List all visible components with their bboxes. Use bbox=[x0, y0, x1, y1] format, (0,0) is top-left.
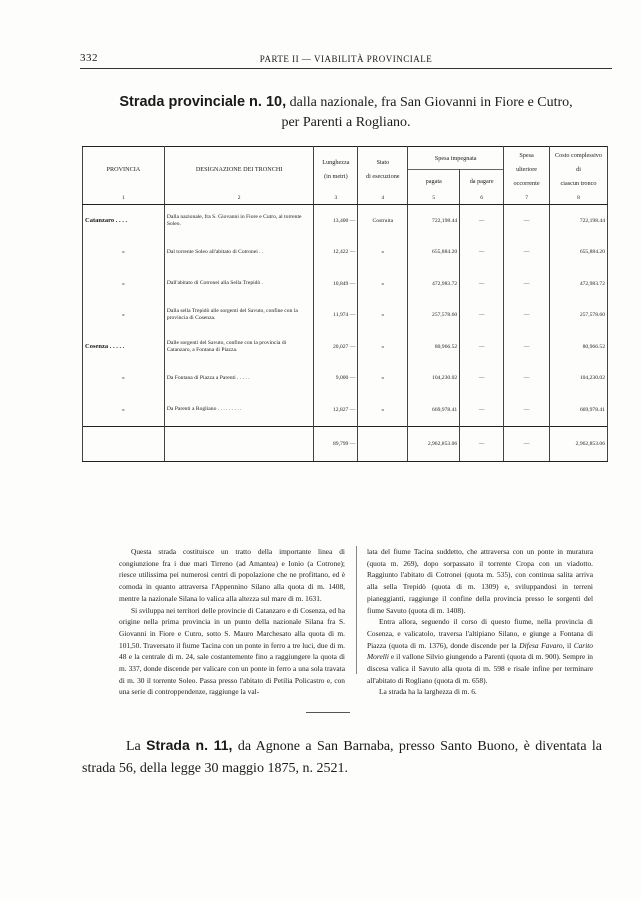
header-rule bbox=[80, 68, 612, 69]
col-stato-label: Stato bbox=[376, 159, 390, 166]
cell-da-pagare: — bbox=[460, 237, 504, 269]
col-stato bbox=[358, 147, 408, 193]
cell-lunghezza: 12,827 — bbox=[314, 394, 358, 426]
cell-provincia: » bbox=[83, 300, 165, 332]
table-row bbox=[83, 394, 608, 426]
cell-total-empty bbox=[83, 426, 165, 461]
cell-lunghezza: 9,000 — bbox=[314, 363, 358, 395]
ornament-rule bbox=[306, 712, 350, 713]
cell-provincia: » bbox=[83, 268, 165, 300]
cell-lunghezza: 20,027 — bbox=[314, 331, 358, 363]
notes-paragraph: Questa strada costituisce un tratto della importante linea di congiunzione fra i due mari Tirreno (ad Amantea) e Ionio (a Cotrone); riesce utilissima pei numerosi centri di popolazione che ne profittano, ed è comoda in quanto attraversa l'Appennino Silano alla quota di m. 1408, mentre la nazionale Silana lo valica alla altezza sul mare di m. 1631. bbox=[119, 547, 345, 603]
col-pagata: pagata bbox=[408, 170, 460, 193]
cell-stato: » bbox=[358, 237, 408, 269]
cell-ulteriore: — bbox=[504, 205, 550, 237]
section-title bbox=[80, 92, 612, 133]
col-costo-2: di bbox=[576, 166, 581, 173]
cell-pagata: 722,198.44 bbox=[408, 205, 460, 237]
cell-designazione: Dalla nazionale, fra S. Giovanni in Fiore e Cutro, al torrente Soleo. bbox=[164, 205, 314, 237]
cell-total-costo: 2,962,853.06 bbox=[550, 426, 608, 461]
col-costo-1: Costo complessivo bbox=[555, 152, 602, 159]
cell-da-pagare: — bbox=[460, 205, 504, 237]
cell-da-pagare: — bbox=[460, 300, 504, 332]
notes-paragraph: lata del fiume Tacina suddetto, che attraversa con un ponte in muratura (quota m. 269), dopo sorpassato il torrente Cropa con un viadotto. Raggiunto l'abitato di Cotronei (quota m. 535), con continua salita arriva alla sella Trepidò (quota di m. 1309) e, sviluppandosi in terreni pianeggianti, raggiunge il confine della provincia presso le sorgenti del fiume Savuto (quota di m. 1408). bbox=[367, 547, 593, 615]
section-title-line2: per Parenti a Rogliano. bbox=[281, 115, 411, 130]
notes-paragraph: Si sviluppa nei territori delle provincie di Catanzaro e di Cosenza, ed ha origine nella prima provincia in un punto della nazionale Silana fra S. Giovanni in Fiore e Cutro, sotto S. Mauro Marchesato alla quota di m. 101,50. Traversato il fiume Tacina con un ponte in ferro a tre luci, due di m. 48 e la centrale di m. 24, sale costantemente fino a raggiungere la quota di m. 337, donde discende per valicare con un ponte in ferro a una sola travata di m. 30 il torrente Soleo. Passa presso l'abitato di Petilia Policastro e, con una serie di controppendenze, raggiunge la val- bbox=[119, 605, 345, 697]
notes-paragraph: La strada ha la larghezza di m. 6. bbox=[379, 687, 477, 697]
col-lunghezza-label: Lunghezza bbox=[322, 159, 350, 166]
col-costo bbox=[550, 147, 608, 193]
section-title-line1: dalla nazionale, fra San Giovanni in Fiore e Cutro, bbox=[286, 95, 573, 110]
cell-pagata: 257,578.60 bbox=[408, 300, 460, 332]
table-total-row bbox=[83, 426, 608, 461]
page-header bbox=[80, 52, 612, 68]
col-number-3: 3 bbox=[314, 192, 358, 205]
cell-ulteriore: — bbox=[504, 237, 550, 269]
cell-ulteriore: — bbox=[504, 300, 550, 332]
table-row bbox=[83, 237, 608, 269]
cell-costo: 655,884.20 bbox=[550, 237, 608, 269]
cell-designazione: Dal torrente Soleo all'abitato di Cotronei . . bbox=[164, 237, 314, 269]
col-number-5: 5 bbox=[408, 192, 460, 205]
cell-pagata: 669,978.41 bbox=[408, 394, 460, 426]
cell-costo: 104,230.02 bbox=[550, 363, 608, 395]
final-bold: Strada n. 11, bbox=[146, 737, 233, 753]
cell-ulteriore: — bbox=[504, 331, 550, 363]
cell-ulteriore: — bbox=[504, 394, 550, 426]
cell-stato: » bbox=[358, 331, 408, 363]
cell-da-pagare: — bbox=[460, 331, 504, 363]
cell-provincia: Catanzaro . . . . bbox=[83, 205, 165, 237]
cell-provincia: » bbox=[83, 237, 165, 269]
cell-stato: » bbox=[358, 363, 408, 395]
column-divider bbox=[356, 546, 357, 674]
col-number-6: 6 bbox=[460, 192, 504, 205]
col-spesa-ulteriore bbox=[504, 147, 550, 193]
cell-designazione: Dalle sorgenti del Savuto, confine con la provincia di Catanzaro, a Fontana di Piazza. bbox=[164, 331, 314, 363]
cell-da-pagare: — bbox=[460, 394, 504, 426]
cell-total-pagata: 2,962,853.06 bbox=[408, 426, 460, 461]
col-spesa-impegnata: Spesa impegnata bbox=[408, 147, 504, 170]
cell-pagata: 104,230.02 bbox=[408, 363, 460, 395]
cell-pagata: 80,966.52 bbox=[408, 331, 460, 363]
roads-table bbox=[82, 146, 608, 462]
cell-costo: 722,198.44 bbox=[550, 205, 608, 237]
col-lunghezza bbox=[314, 147, 358, 193]
col-number-7: 7 bbox=[504, 192, 550, 205]
cell-total-empty bbox=[358, 426, 408, 461]
col-number-1: 1 bbox=[83, 192, 165, 205]
cell-designazione: Dall'abitato di Cotronei alla Sella Trepidò . bbox=[164, 268, 314, 300]
col-number-8: 8 bbox=[550, 192, 608, 205]
col-lunghezza-unit: (in metri) bbox=[324, 173, 348, 180]
table-row bbox=[83, 300, 608, 332]
cell-designazione: Da Fontana di Piazza a Parenti . . . . . bbox=[164, 363, 314, 395]
cell-total-ulteriore: — bbox=[504, 426, 550, 461]
cell-ulteriore: — bbox=[504, 268, 550, 300]
cell-pagata: 655,884.20 bbox=[408, 237, 460, 269]
table-row bbox=[83, 268, 608, 300]
col-da-pagare: da pagare bbox=[460, 170, 504, 193]
cell-provincia: » bbox=[83, 363, 165, 395]
page-number: 332 bbox=[80, 52, 98, 64]
col-stato-sub: di esecuzione bbox=[366, 173, 400, 180]
notes-right-column bbox=[367, 546, 593, 698]
cell-da-pagare: — bbox=[460, 363, 504, 395]
cell-costo: 472,983.72 bbox=[550, 268, 608, 300]
cell-lunghezza: 12,422 — bbox=[314, 237, 358, 269]
cell-total-da-pagare: — bbox=[460, 426, 504, 461]
cell-lunghezza: 11,974 — bbox=[314, 300, 358, 332]
cell-total-empty bbox=[164, 426, 314, 461]
cell-ulteriore: — bbox=[504, 363, 550, 395]
col-number-2: 2 bbox=[164, 192, 314, 205]
col-spesa-ulteriore-2: ulteriore bbox=[516, 166, 538, 173]
cell-designazione: Dalla sella Trepidò alle sorgenti del Savuto, confine con la provincia di Cosenza. bbox=[164, 300, 314, 332]
cell-costo: 669,978.41 bbox=[550, 394, 608, 426]
cell-lunghezza: 10,849 — bbox=[314, 268, 358, 300]
table-row bbox=[83, 331, 608, 363]
cell-stato: » bbox=[358, 300, 408, 332]
cell-lunghezza: 13,400 — bbox=[314, 205, 358, 237]
running-head: PARTE II — VIABILITÀ PROVINCIALE bbox=[259, 54, 433, 64]
table-row bbox=[83, 363, 608, 395]
cell-stato: » bbox=[358, 268, 408, 300]
cell-designazione: Da Parenti a Rogliano . . . . . . . . . bbox=[164, 394, 314, 426]
cell-da-pagare: — bbox=[460, 268, 504, 300]
table-row bbox=[83, 205, 608, 237]
final-paragraph: La Strada n. 11, da Agnone a San Barnaba, presso Santo Buono, è diventata la strada 56, della legge 30 maggio 1875, n. 2521. bbox=[82, 737, 603, 776]
cell-pagata: 472,983.72 bbox=[408, 268, 460, 300]
cell-stato: » bbox=[358, 394, 408, 426]
col-designazione: DESIGNAZIONE DEI TRONCHI bbox=[164, 147, 314, 193]
notes-left-column bbox=[119, 546, 345, 698]
cell-stato: Costruita bbox=[358, 205, 408, 237]
notes-paragraph: Entra allora, seguendo il corso di questo fiume, nella provincia di Cosenza, e valicatolo, traversa l'altipiano Silano, e giunge a Fontana di Piazza (quota di m. 1376), donde discende per la Difesa Favaro, il Carito Morelli e il vallone Silvio giungendo a Parenti (quota di m. 900). Sempre in discesa valica il Savuto alla quota di m. 598 e risale infine per terminare all'abitato di Rogliano (quota di m. 658). bbox=[367, 617, 593, 685]
cell-costo: 257,578.60 bbox=[550, 300, 608, 332]
col-number-4: 4 bbox=[358, 192, 408, 205]
cell-provincia: » bbox=[83, 394, 165, 426]
section-title-bold: Strada provinciale n. 10, bbox=[119, 94, 287, 110]
cell-provincia: Cosenza . . . . . bbox=[83, 331, 165, 363]
cell-total-lunghezza: 89,799 — bbox=[314, 426, 358, 461]
cell-costo: 80,966.52 bbox=[550, 331, 608, 363]
col-costo-3: ciascun tronco bbox=[560, 180, 597, 187]
col-spesa-ulteriore-3: occorrente bbox=[513, 180, 540, 187]
col-provincia: PROVINCIA bbox=[83, 147, 165, 193]
col-spesa-ulteriore-1: Spesa bbox=[519, 152, 534, 159]
